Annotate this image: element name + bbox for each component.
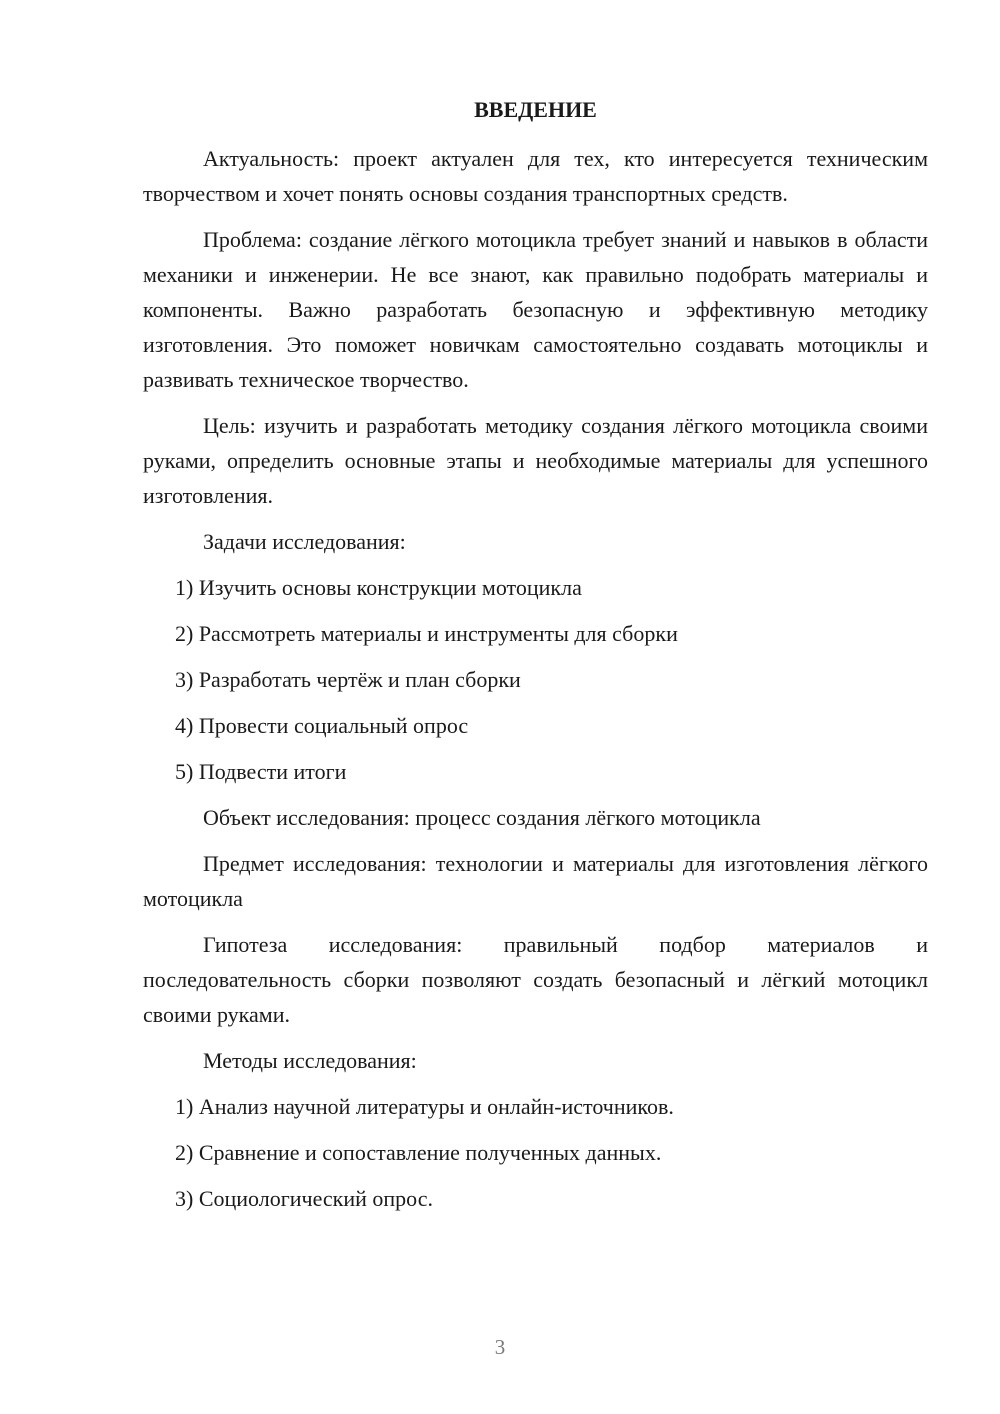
relevance-paragraph: Актуальность: проект актуален для тех, кто интересуется техническим творчеством и хочет понять основы создания транспортных средств. [143,146,928,206]
tasks-title: Задачи исследования: [203,529,406,554]
object-paragraph: Объект исследования: процесс создания лёгкого мотоцикла [203,805,761,830]
list-item: 1) Изучить основы конструкции мотоцикла [175,575,582,600]
goal-paragraph: Цель: изучить и разработать методику создания лёгкого мотоцикла своими руками, определить основные этапы и необходимые материалы для успешного изготовления. [143,413,928,508]
tasks-list [143,570,928,789]
page-number: 3 [494,1335,506,1359]
subject-paragraph: Предмет исследования: технологии и материалы для изготовления лёгкого мотоцикла [143,851,928,911]
document-page [143,92,928,1227]
methods-title: Методы исследования: [203,1048,417,1073]
problem-paragraph: Проблема: создание лёгкого мотоцикла требует знаний и навыков в области механики и инженерии. Не все знают, как правильно подобрать материалы и компоненты. Важно разработать безопасную и эффективную методику изготовления. Это поможет новичкам самостоятельно создавать мотоциклы и развивать техническое творчество. [143,227,928,392]
list-item: 4) Провести социальный опрос [175,713,469,738]
hypothesis-paragraph: Гипотеза исследования: правильный подбор материалов и последовательность сборки позволяют создать безопасный и лёгкий мотоцикл своими руками. [143,932,928,1027]
list-item: 1) Анализ научной литературы и онлайн-источников. [175,1094,674,1119]
list-item: 3) Разработать чертёж и план сборки [175,667,521,692]
section-heading: ВВЕДЕНИЕ [474,97,597,122]
list-item: 2) Сравнение и сопоставление полученных данных. [175,1140,662,1165]
list-item: 3) Социологический опрос. [175,1186,433,1211]
list-item: 5) Подвести итоги [175,759,347,784]
list-item: 2) Рассмотреть материалы и инструменты для сборки [175,621,678,646]
methods-list [143,1089,928,1216]
